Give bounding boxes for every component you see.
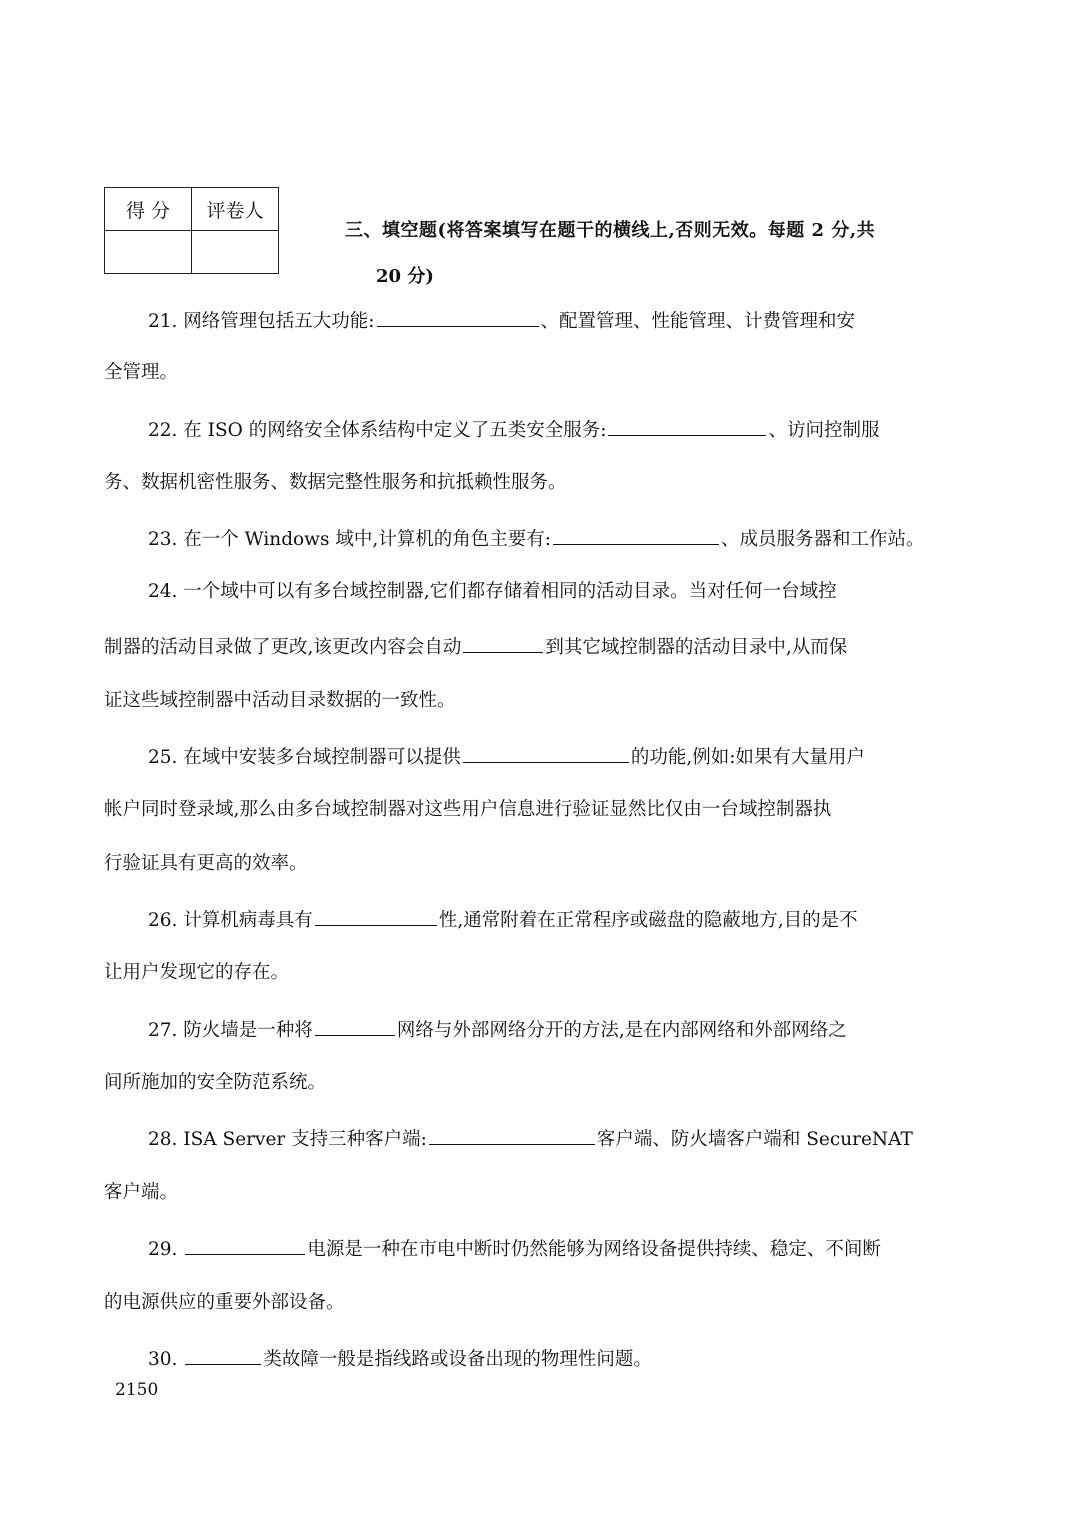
- section-title: 三、填空题(将答案填写在题干的横线上,否则无效。每题 2 分,共: [345, 220, 876, 241]
- score-cell[interactable]: [105, 231, 192, 274]
- question-21-line-2: 全管理。: [104, 362, 179, 383]
- answer-blank-30[interactable]: [185, 1346, 261, 1365]
- page-number: 2150: [115, 1380, 159, 1400]
- answer-blank-27[interactable]: [315, 1017, 395, 1036]
- question-21-line-1: 21. 网络管理包括五大功能: 、配置管理、性能管理、计费管理和安: [148, 308, 855, 334]
- score-label: 得 分: [105, 188, 192, 231]
- answer-blank-29[interactable]: [185, 1236, 305, 1255]
- question-26-line-1: 26. 计算机病毒具有 性,通常附着在正常程序或磁盘的隐蔽地方,目的是不: [148, 907, 858, 933]
- question-24-line-2: 制器的活动目录做了更改,该更改内容会自动 到其它域控制器的活动目录中,从而保: [104, 634, 847, 660]
- question-27-line-1: 27. 防火墙是一种将 网络与外部网络分开的方法,是在内部网络和外部网络之: [148, 1017, 847, 1043]
- question-24-line-1: 24. 一个域中可以有多台域控制器,它们都存储着相同的活动目录。当对任何一台域控: [148, 581, 837, 602]
- question-28-line-1: 28. ISA Server 支持三种客户端: 客户端、防火墙客户端和 SecureNAT: [148, 1126, 913, 1152]
- answer-blank-21[interactable]: [377, 308, 539, 327]
- answer-blank-28[interactable]: [429, 1126, 595, 1145]
- question-22-line-2: 务、数据机密性服务、数据完整性服务和抗抵赖性服务。: [104, 472, 567, 493]
- answer-blank-23[interactable]: [553, 526, 719, 545]
- question-24-line-3: 证这些域控制器中活动目录数据的一致性。: [104, 690, 456, 711]
- question-28-line-2: 客户端。: [104, 1182, 179, 1203]
- score-table: [104, 187, 279, 274]
- answer-blank-24[interactable]: [463, 634, 543, 653]
- grader-cell[interactable]: [192, 231, 279, 274]
- question-25-line-2: 帐户同时登录域,那么由多台域控制器对这些用户信息进行验证显然比仅由一台域控制器执: [104, 799, 832, 820]
- answer-blank-22[interactable]: [608, 417, 766, 436]
- question-29-line-1: 29. 电源是一种在市电中断时仍然能够为网络设备提供持续、稳定、不间断: [148, 1236, 881, 1262]
- question-22-line-1: 22. 在 ISO 的网络安全体系结构中定义了五类安全服务: 、访问控制服: [148, 417, 879, 443]
- answer-blank-25[interactable]: [463, 744, 629, 763]
- section-title-continued: 20 分): [376, 266, 434, 287]
- question-23-line-1: 23. 在一个 Windows 域中,计算机的角色主要有: 、成员服务器和工作站。: [148, 526, 925, 552]
- answer-blank-26[interactable]: [315, 907, 437, 926]
- question-30-line-1: 30. 类故障一般是指线路或设备出现的物理性问题。: [148, 1346, 652, 1372]
- question-26-line-2: 让用户发现它的存在。: [104, 962, 290, 983]
- question-25-line-1: 25. 在域中安装多台域控制器可以提供 的功能,例如:如果有大量用户: [148, 744, 865, 770]
- question-25-line-3: 行验证具有更高的效率。: [104, 853, 308, 874]
- question-29-line-2: 的电源供应的重要外部设备。: [104, 1292, 345, 1313]
- grader-label: 评卷人: [192, 188, 279, 231]
- question-27-line-2: 间所施加的安全防范系统。: [104, 1072, 327, 1093]
